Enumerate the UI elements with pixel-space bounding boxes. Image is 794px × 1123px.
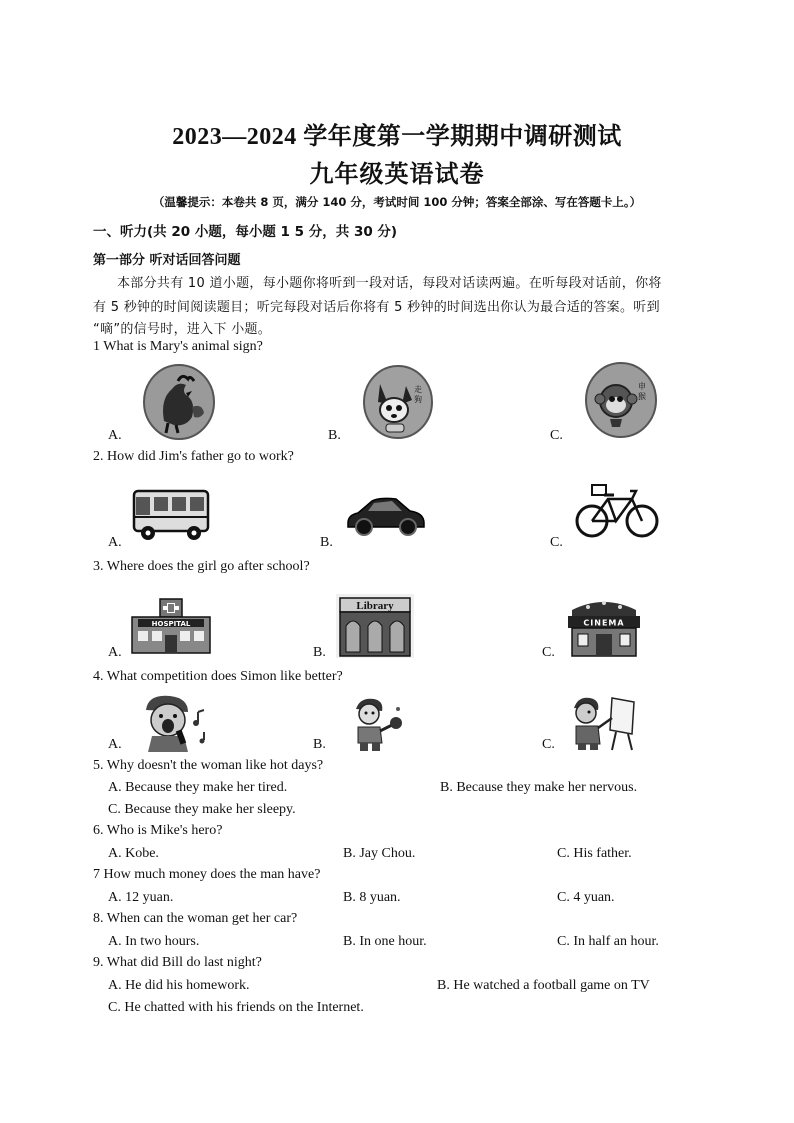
question-3: 3. Where does the girl go after school? — [93, 559, 310, 574]
hospital-icon — [130, 597, 212, 655]
part1-title: 第一部分 听对话回答问题 — [93, 253, 241, 268]
question-9: 9. What did Bill do last night? — [93, 955, 262, 970]
car-icon — [344, 493, 428, 537]
svg-text:申: 申 — [638, 382, 646, 391]
question-7: 7 How much money does the man have? — [93, 867, 321, 882]
q3-option-c-letter[interactable]: C. — [542, 645, 555, 660]
intro-line-1: 本部分共有 10 道小题，每小题你将听到一段对话，每段对话读两遍。在听每段对话前，你将 — [117, 276, 662, 291]
q4-option-b-letter[interactable]: B. — [313, 737, 326, 752]
svg-text:走: 走 — [414, 385, 422, 394]
rooster-icon — [142, 363, 216, 441]
q5-option-c[interactable]: C. Because they make her sleepy. — [108, 802, 296, 817]
cinema-sign: CINEMA — [583, 618, 625, 628]
q5-option-b[interactable]: B. Because they make her nervous. — [440, 780, 638, 795]
q5-option-a[interactable]: A. Because they make her tired. — [108, 780, 288, 795]
question-6: 6. Who is Mike's hero? — [93, 823, 223, 838]
singing-boy-icon — [134, 692, 214, 752]
bus-icon — [130, 487, 212, 543]
q7-option-c[interactable]: C. 4 yuan. — [557, 890, 615, 905]
question-2: 2. How did Jim's father go to work? — [93, 449, 294, 464]
question-1: 1 What is Mary's animal sign? — [93, 339, 263, 354]
question-5: 5. Why doesn't the woman like hot days? — [93, 758, 324, 773]
svg-text:狗: 狗 — [414, 395, 422, 404]
q8-option-c[interactable]: C. In half an hour. — [557, 934, 659, 949]
q9-option-a[interactable]: A. He did his homework. — [108, 978, 250, 993]
intro-line-3: “嘀”的信号时，进入下 小题。 — [93, 322, 272, 337]
q1-option-c-letter[interactable]: C. — [550, 428, 563, 443]
q1-option-a-letter[interactable]: A. — [108, 428, 122, 443]
cinema-icon — [566, 596, 642, 658]
question-4: 4. What competition does Simon like better? — [93, 669, 343, 684]
q9-option-b[interactable]: B. He watched a football game on TV — [437, 978, 650, 993]
section-listening-title: 一、听力(共 20 小题，每小题 1 5 分，共 30 分) — [93, 224, 398, 240]
dog-icon — [362, 364, 434, 440]
intro-line-2: 有 5 秒钟的时间阅读题目；听完每段对话后你将有 5 秒钟的时间选出你认为最合适的答案。听到 — [93, 300, 660, 315]
q1-option-b-letter[interactable]: B. — [328, 428, 341, 443]
bicycle-icon — [574, 483, 660, 541]
monkey-icon — [584, 361, 658, 439]
q6-option-a[interactable]: A. Kobe. — [108, 846, 159, 861]
q3-option-a-letter[interactable]: A. — [108, 645, 122, 660]
q4-option-c-letter[interactable]: C. — [542, 737, 555, 752]
q6-option-c[interactable]: C. His father. — [557, 846, 632, 861]
ping-pong-boy-icon — [350, 697, 404, 753]
q3-option-b-letter[interactable]: B. — [313, 645, 326, 660]
library-icon — [336, 594, 414, 658]
svg-text:猴: 猴 — [638, 392, 646, 401]
exam-title: 2023—2024 学年度第一学期期中调研测试 — [172, 124, 622, 150]
q4-option-a-letter[interactable]: A. — [108, 737, 122, 752]
q8-option-b[interactable]: B. In one hour. — [343, 934, 427, 949]
q7-option-a[interactable]: A. 12 yuan. — [108, 890, 174, 905]
q8-option-a[interactable]: A. In two hours. — [108, 934, 200, 949]
q7-option-b[interactable]: B. 8 yuan. — [343, 890, 401, 905]
hospital-sign: HOSPITAL — [151, 620, 191, 628]
q6-option-b[interactable]: B. Jay Chou. — [343, 846, 416, 861]
q2-option-b-letter[interactable]: B. — [320, 535, 333, 550]
question-8: 8. When can the woman get her car? — [93, 911, 298, 926]
library-sign: Library — [356, 600, 394, 612]
painting-boy-icon — [570, 694, 640, 752]
q9-option-c[interactable]: C. He chatted with his friends on the Internet. — [108, 1000, 364, 1015]
q2-option-c-letter[interactable]: C. — [550, 535, 563, 550]
q2-option-a-letter[interactable]: A. — [108, 535, 122, 550]
exam-subtitle: 九年级英语试卷 — [309, 162, 485, 188]
exam-tip: （温馨提示：本卷共 8 页，满分 140 分，考试时间 100 分钟；答案全部涂、写在答题卡上。） — [152, 195, 642, 209]
